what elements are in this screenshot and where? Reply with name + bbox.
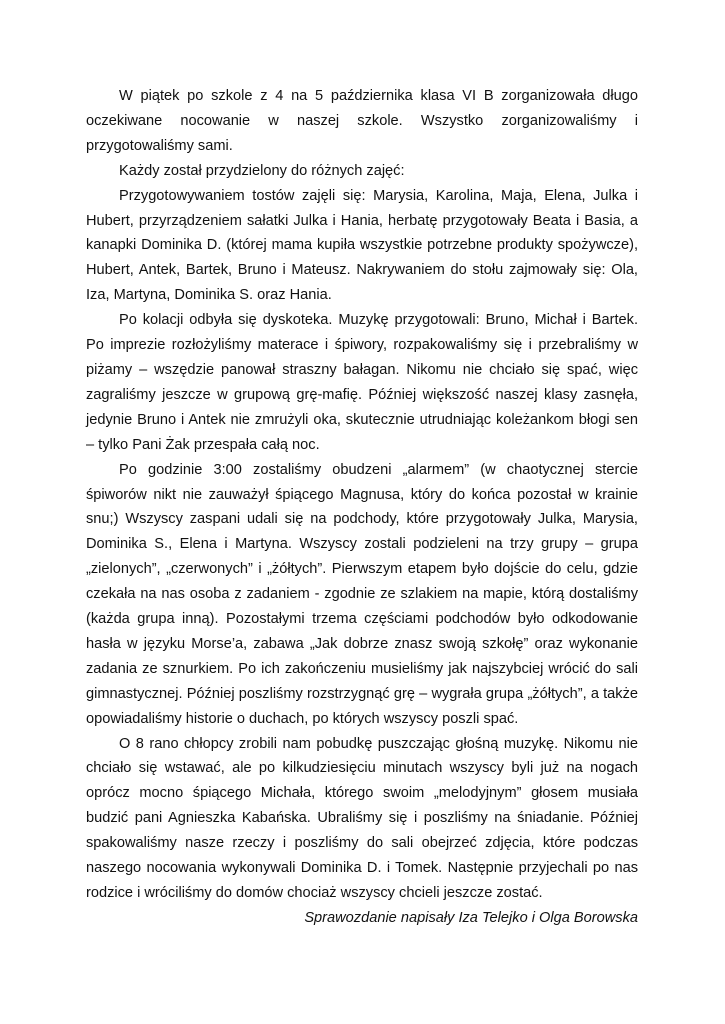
report-signature: Sprawozdanie napisały Iza Telejko i Olga Borowska bbox=[304, 909, 638, 926]
document-page bbox=[86, 84, 638, 931]
paragraph-assignments-intro: Każdy został przydzielony do różnych zajęć: bbox=[119, 162, 405, 179]
paragraph-intro: W piątek po szkole z 4 na 5 października klasa VI B zorganizowała długo oczekiwane nocowanie w naszej szkole. Wszystko zorganizowaliśmy i przygotowaliśmy sami. bbox=[86, 88, 638, 154]
paragraph-disco-night: Po kolacji odbyła się dyskoteka. Muzykę przygotowali: Bruno, Michał i Bartek. Po imprezie rozłożyliśmy materace i śpiwory, rozpakowaliśmy się i przebraliśmy w piżamy – wszędzie panował straszny bałagan. Nikomu nie chciało się spać, więc zagraliśmy jeszcze w grupową grę-mafię. Później większość naszej klasy zasnęła, jedynie Bruno i Antek nie zmrużyli oka, skutecznie utrudniając koleżankom błogi sen – tylko Pani Żak przespała całą noc. bbox=[86, 312, 638, 453]
paragraph-night-game: Po godzinie 3:00 zostaliśmy obudzeni „alarmem” (w chaotycznej stercie śpiworów nikt nie zauważył śpiącego Magnusa, który do końca pozostał w krainie snu;) Wszyscy zaspani udali się na podchody, które przygotowały Julka, Marysia, Dominika S., Elena i Martyna. Wszyscy zostali podzieleni na trzy grupy – grupa „zielonych”, „czerwonych” i „żółtych”. Pierwszym etapem było dojście do celu, gdzie czekała na nas osoba z zadaniem - zgodnie ze szlakiem na mapie, którą dostaliśmy (każda grupa inną). Pozostałymi trzema częściami podchodów było odkodowanie hasła w języku Morse’a, zabawa „Jak dobrze znasz swoją szkołę” oraz wykonanie zadania ze sznurkiem. Po ich zakończeniu musieliśmy jak najszybciej wrócić do sali gimnastycznej. Później poszliśmy rozstrzygnąć grę – wygrała grupa „żółtych”, a także opowiadaliśmy historie o duchach, po których wszyscy poszli spać. bbox=[86, 461, 638, 727]
paragraph-food-preparation: Przygotowywaniem tostów zajęli się: Marysia, Karolina, Maja, Elena, Julka i Hubert, przyrządzeniem sałatki Julka i Hania, herbatę przygotowały Beata i Basia, a kanapki Dominika D. (której mama kupiła wszystkie potrzebne produkty spożywcze), Hubert, Antek, Bartek, Bruno i Mateusz. Nakrywaniem do stołu zajmowały się: Ola, Iza, Martyna, Dominika S. oraz Hania. bbox=[86, 187, 638, 304]
paragraph-morning: O 8 rano chłopcy zrobili nam pobudkę puszczając głośną muzykę. Nikomu nie chciało się wstawać, ale po kilkudziesięciu minutach wszyscy byli już na nogach oprócz mocno śpiącego Michała, którego swoim „melodyjnym” głosem musiała budzić pani Agnieszka Kabańska. Ubraliśmy się i poszliśmy na śniadanie. Później spakowaliśmy nasze rzeczy i poszliśmy do sali obejrzeć zdjęcia, które podczas naszego nocowania wykonywali Dominika D. i Tomek. Następnie przyjechali po nas rodzice i wróciliśmy do domów chociaż wszyscy chcieli jeszcze zostać. bbox=[86, 735, 638, 901]
